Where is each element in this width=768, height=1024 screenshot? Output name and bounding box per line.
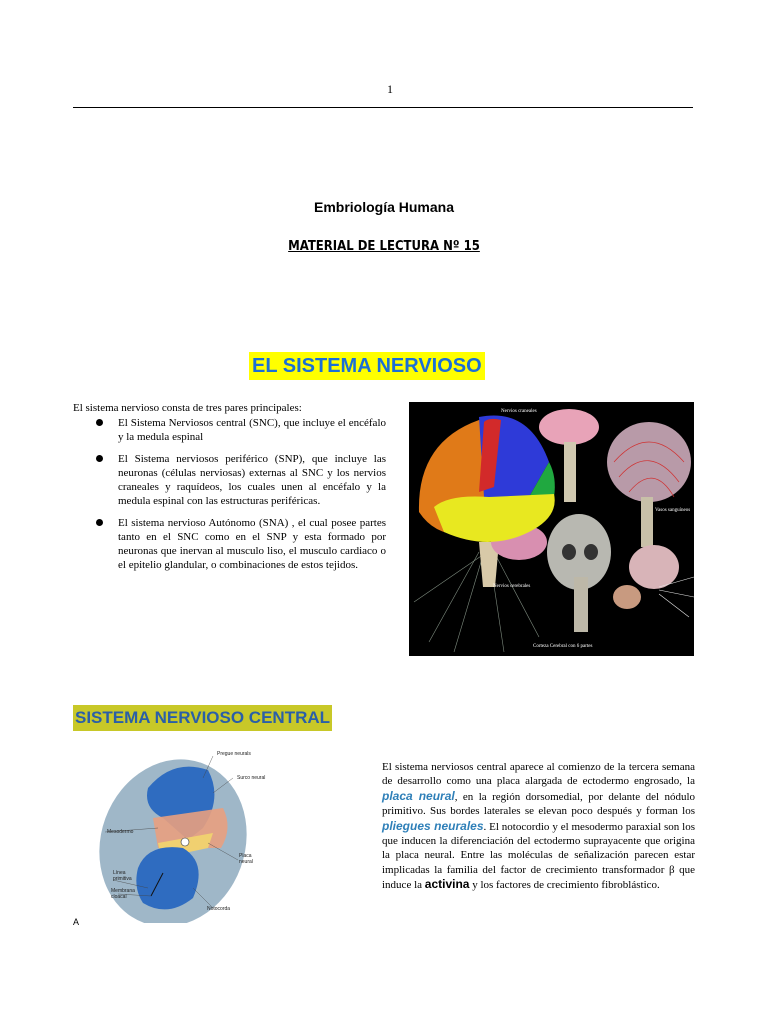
section-heading-snc: SISTEMA NERVIOSO CENTRAL — [73, 705, 332, 731]
bullet-icon — [96, 455, 103, 462]
paragraph-text: El sistema nerviosos central aparece al comienzo de la tercera semana de desarrollo como una placa alargada de ectodermo engrosado, la — [382, 761, 695, 788]
term-pliegues-neurales: pliegues neurales — [382, 818, 484, 833]
snc-paragraph — [382, 760, 695, 893]
bullet-list — [90, 416, 386, 580]
figure-label-spinal-nerves: Nervios cerebrales — [493, 584, 531, 589]
document-subtitle: MATERIAL DE LECTURA Nº 15 — [288, 239, 480, 254]
figure-label-primitive-line: Línea primitiva — [113, 870, 132, 882]
paragraph-text: , en la región dorsomedial, por delante del nódulo primitivo. Sus bordes laterales se elevan poco después y forman los — [382, 790, 696, 818]
term-placa-neural: placa neural — [382, 788, 455, 803]
list-item — [90, 416, 386, 444]
bullet-icon — [96, 519, 103, 526]
section-heading-sistema-nervioso: EL SISTEMA NERVIOSO — [249, 352, 485, 380]
figure-label-neural-plate: Placa neural — [239, 853, 253, 865]
figure-label-mesoderm: Mesodermo — [107, 829, 134, 835]
figure-label-blood-vessels: Vasos sanguíneos — [655, 508, 691, 513]
term-activina: activina — [424, 877, 470, 892]
figure-label-neural-groove: Surco neural — [237, 775, 266, 781]
paragraph-text: . El notocordio y el mesodermo paraxial son los que inducen la diferenciación del ectodermo suprayacente que origina la placa neural. Entre las moléculas de señalización parecen estar implicadas la familia del factor de crecimiento transformador β que induce la — [382, 820, 695, 892]
header-rule — [73, 107, 693, 108]
page-number: 1 — [387, 82, 393, 96]
bullet-text: El Sistema nerviosos periférico (SNP), que incluye las neuronas (células nerviosas) externas al SNC y los nervios craneales y raquídeos, los cuales unen al encéfalo y la medula espinal con las estructuras periféricas. — [118, 453, 386, 507]
intro-text: El sistema nervioso consta de tres pares principales: — [73, 402, 302, 414]
bullet-icon — [96, 419, 103, 426]
list-item — [90, 452, 386, 508]
figure-label-neural-folds: Pregue neurals — [217, 751, 251, 757]
brain-illustration — [409, 402, 694, 656]
figure-label-cloacal-membrane: Membrana cloacal — [111, 888, 135, 900]
bullet-text: El sistema nervioso Autónomo (SNA) , el cual posee partes tanto en el SNC como en el SNP y esta formado por neuronas que inervan al musculo liso, el musculo cardiaco o el epitelio glandular, o combinaciones de estos tejidos. — [118, 517, 386, 571]
figure-label-cortex: Corteza Cerebral con 6 partes — [533, 644, 593, 649]
neural-plate-illustration — [73, 748, 273, 923]
document-title: Embriología Humana — [313, 199, 455, 215]
brain-illustration-svg — [409, 402, 694, 656]
paragraph-text: y los factores de crecimiento fibroblástico. — [469, 879, 660, 892]
bullet-text: El Sistema Nerviosos central (SNC), que incluye el encéfalo y la medula espinal — [118, 417, 386, 443]
figure-label-cranial-nerves: Nervios craneales — [501, 409, 537, 414]
list-item — [90, 516, 386, 572]
figure-label-notochord: Notocorda — [207, 906, 231, 912]
figure-marker: A — [73, 917, 80, 927]
